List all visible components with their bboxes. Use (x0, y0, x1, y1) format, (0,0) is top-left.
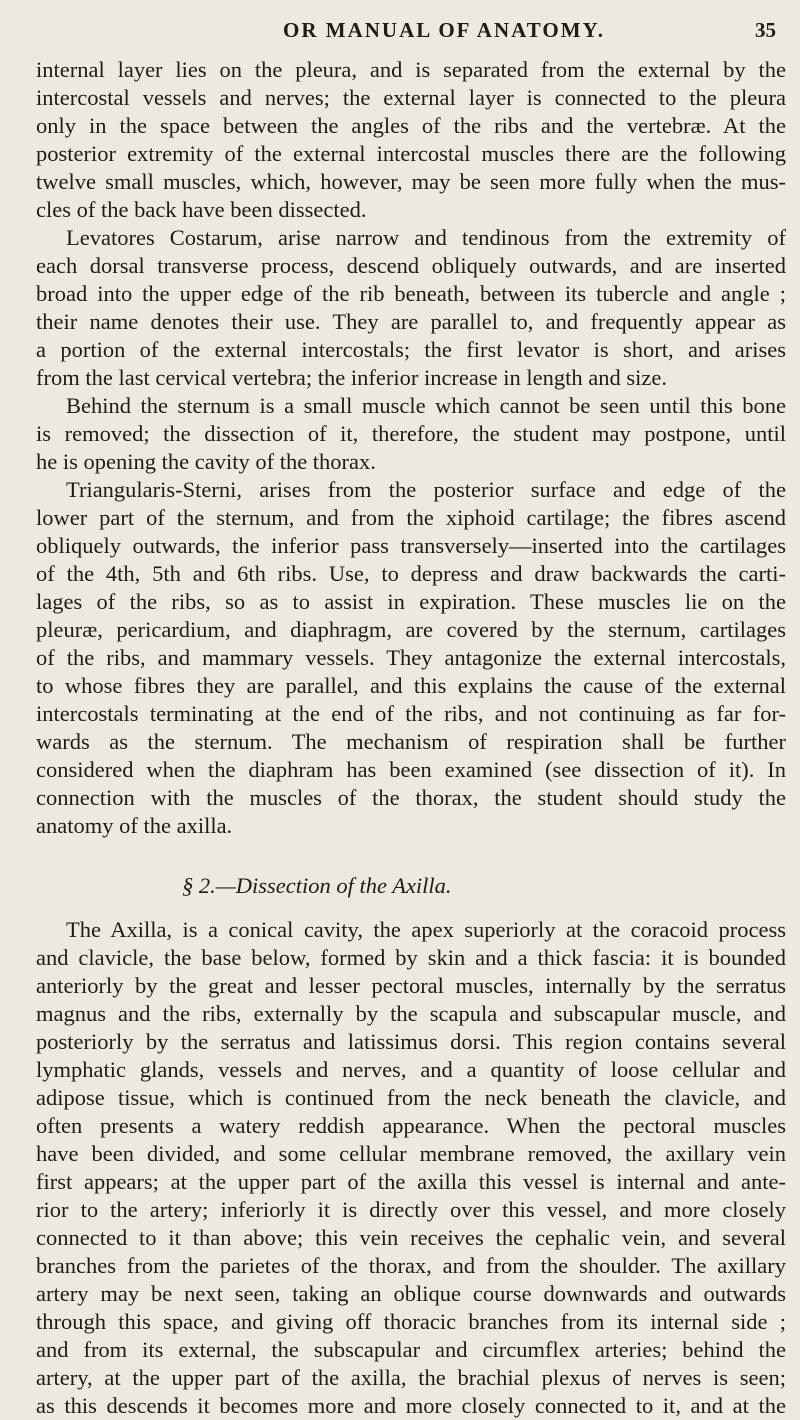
text-line: Levatores Costarum, arise narrow and tendinous from the extremity of (66, 225, 786, 250)
running-head (0, 18, 800, 48)
text-line: twelve small muscles, which, however, may be seen more fully when the mus- (36, 169, 786, 194)
text-line: adipose tissue, which is continued from the neck beneath the clavicle, and (36, 1085, 786, 1110)
text-line: wards as the sternum. The mechanism of respiration shall be further (36, 729, 786, 754)
text-line: connected to it than above; this vein receives the cephalic vein, and several (36, 1225, 786, 1250)
paragraph-levatores-costarum (36, 224, 786, 392)
text-line: considered when the diaphram has been examined (see dissection of it). In (36, 757, 786, 782)
text-line: posterior extremity of the external intercostal muscles there are the following (36, 141, 786, 166)
paragraph-intercostal-layers (36, 56, 786, 224)
text-line: branches from the parietes of the thorax, and from the shoulder. The axillary (36, 1253, 786, 1278)
paragraph-behind-sternum (36, 392, 786, 476)
text-line: a portion of the external intercostals; the first levator is short, and arises (36, 337, 786, 362)
text-line: The Axilla, is a conical cavity, the apex superiorly at the coracoid process (66, 917, 786, 942)
text-line: as this descends it becomes more and more closely connected to it, and at the (36, 1393, 786, 1418)
text-line: lages of the ribs, so as to assist in expiration. These muscles lie on the (36, 589, 786, 614)
text-line: from the last cervical vertebra; the inferior increase in length and size. (36, 365, 667, 390)
body-text (36, 56, 786, 1420)
section-heading: § 2.—Dissection of the Axilla. (182, 873, 452, 898)
text-line: and clavicle, the base below, formed by skin and a thick fascia: it is bounded (36, 945, 786, 970)
text-line: their name denotes their use. They are parallel to, and frequently appear as (36, 309, 786, 334)
paragraph-triangularis-sterni (36, 476, 786, 840)
text-line: of the 4th, 5th and 6th ribs. Use, to depress and draw backwards the carti- (36, 561, 786, 586)
text-line: anteriorly by the great and lesser pectoral muscles, internally by the serratus (36, 973, 786, 998)
text-line: is removed; the dissection of it, therefore, the student may postpone, until (36, 421, 786, 446)
text-line: often presents a watery reddish appearance. When the pectoral muscles (36, 1113, 786, 1138)
text-line: intercostal vessels and nerves; the external layer is connected to the pleura (36, 85, 786, 110)
text-line: artery, at the upper part of the axilla, the brachial plexus of nerves is seen; (36, 1365, 786, 1390)
text-line: only in the space between the angles of the ribs and the vertebræ. At the (36, 113, 786, 138)
text-line: artery may be next seen, taking an oblique course downwards and outwards (36, 1281, 786, 1306)
text-line: have been divided, and some cellular membrane removed, the axillary vein (36, 1141, 786, 1166)
text-line: of the ribs, and mammary vessels. They antagonize the external intercostals, (36, 645, 786, 670)
text-line: pleuræ, pericardium, and diaphragm, are covered by the sternum, cartilages (36, 617, 786, 642)
text-line: Behind the sternum is a small muscle which cannot be seen until this bone (66, 393, 786, 418)
text-line: Triangularis-Sterni, arises from the posterior surface and edge of the (66, 477, 786, 502)
text-line: first appears; at the upper part of the axilla this vessel is internal and ante- (36, 1169, 786, 1194)
text-line: broad into the upper edge of the rib beneath, between its tubercle and angle ; (36, 281, 786, 306)
text-line: obliquely outwards, the inferior pass transversely—inserted into the cartilages (36, 533, 786, 558)
page-number: 35 (755, 18, 776, 42)
text-line: to whose fibres they are parallel, and this explains the cause of the external (36, 673, 786, 698)
text-line: lymphatic glands, vessels and nerves, and a quantity of loose cellular and (36, 1057, 786, 1082)
text-line: internal layer lies on the pleura, and is separated from the external by the (36, 57, 786, 82)
text-line: anatomy of the axilla. (36, 813, 233, 838)
text-line: posteriorly by the serratus and latissimus dorsi. This region contains several (36, 1029, 786, 1054)
text-line: intercostals terminating at the end of the ribs, and not continuing as far for- (36, 701, 786, 726)
text-line: cles of the back have been dissected. (36, 197, 367, 222)
text-line: he is opening the cavity of the thorax. (36, 449, 376, 474)
running-title: OR MANUAL OF ANATOMY. (283, 18, 606, 42)
text-line: through this space, and giving off thoracic branches from its internal side ; (36, 1309, 786, 1334)
text-line: and from its external, the subscapular and circumflex arteries; behind the (36, 1337, 786, 1362)
text-line: magnus and the ribs, externally by the scapula and subscapular muscle, and (36, 1001, 786, 1026)
text-line: connection with the muscles of the thorax, the student should study the (36, 785, 786, 810)
paragraph-axilla (36, 916, 786, 1420)
text-line: lower part of the sternum, and from the xiphoid cartilage; the fibres ascend (36, 505, 786, 530)
text-line: each dorsal transverse process, descend obliquely outwards, and are inserted (36, 253, 786, 278)
text-line: rior to the artery; inferiorly it is directly over this vessel, and more closely (36, 1197, 786, 1222)
